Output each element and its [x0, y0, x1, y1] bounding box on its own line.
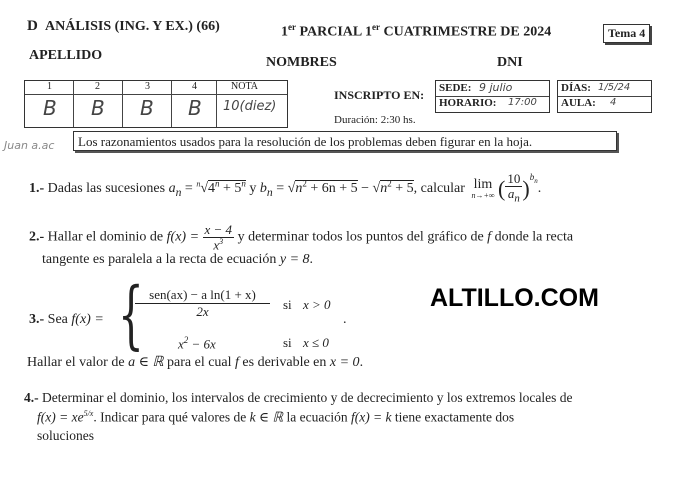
p3-case2-b: − 6x: [188, 336, 216, 352]
p1-radical-a: √: [200, 181, 209, 196]
p1-pow: b: [529, 172, 535, 182]
p2-end: .: [309, 252, 314, 267]
p3-cond2: x ≤ 0: [303, 335, 329, 350]
grade-value-2: B: [91, 96, 105, 120]
p3-line2a: Hallar el valor de: [27, 355, 125, 370]
p1-an: a: [168, 181, 176, 196]
problem-3-label: [29, 312, 104, 328]
grade-header-4: 4: [192, 81, 197, 92]
p2-fnum: x − 4: [204, 222, 233, 237]
p3-case1: [135, 287, 270, 320]
p1-end: .: [537, 181, 542, 196]
p3-si1: si: [283, 297, 292, 312]
p4-num: 4.-: [24, 390, 39, 405]
p1-pow-sub: n: [534, 176, 538, 185]
dni-label: DNI: [497, 55, 523, 70]
p4-line2a: . Indicar para qué valores de: [93, 409, 247, 425]
p3-end: .: [359, 355, 364, 370]
p3-line2b: para el cual: [167, 355, 232, 370]
p3-line2c: es derivable en: [242, 355, 327, 370]
problem-2: [29, 223, 573, 252]
p4-eq: f(x) = k: [350, 409, 392, 425]
grade-value-1: B: [43, 96, 57, 120]
p1-eq2: =: [272, 181, 288, 196]
p4-fx: f(x) = xe: [37, 409, 84, 425]
p2-intro: Hallar el dominio de: [47, 229, 164, 245]
apellido-label: APELLIDO: [29, 48, 103, 63]
p2-eq: y = 8: [279, 252, 310, 267]
p1-lim: lim: [473, 176, 493, 192]
grade-header-3: 3: [145, 81, 150, 92]
p3-cond1: x > 0: [303, 297, 331, 312]
p4-line2b: la ecuación: [286, 409, 348, 425]
horario-label: HORARIO:: [439, 97, 497, 109]
grade-value-4: B: [188, 96, 202, 120]
term-ord: 1: [364, 24, 372, 40]
p1-bn-sub: n: [266, 185, 273, 199]
nombres-label: NOMBRES: [266, 55, 337, 70]
aula-value: 4: [610, 97, 617, 108]
exam-title: [281, 22, 551, 41]
p3-brace: {: [118, 272, 144, 358]
p1-calc: , calcular: [413, 181, 465, 196]
p2-line1b: y determinar todos los puntos del gráfico de: [237, 229, 484, 245]
watermark: ALTILLO.COM: [430, 284, 599, 312]
grade-value-3: B: [140, 96, 154, 120]
p1-r2-rest: + 5: [391, 181, 414, 196]
p2-line2: tangente es paralela a la recta de ecuación: [42, 252, 277, 267]
p3-case1-num: sen(ax) − a ln(1 + x): [135, 287, 270, 304]
p2-fden: x: [213, 236, 220, 252]
p2-f: f: [487, 229, 492, 245]
aula-label: AULA:: [561, 97, 596, 109]
problem-4-line2: [37, 409, 514, 426]
p1-r2: n: [380, 181, 388, 196]
p1-y: y: [245, 181, 260, 196]
p1-root-body: 4: [208, 181, 216, 196]
p1-an-sub: n: [175, 185, 182, 199]
p3-dot: .: [343, 312, 347, 327]
sede-label: SEDE:: [439, 82, 472, 94]
dias-label: DÍAS:: [561, 82, 591, 94]
grade-table: [24, 80, 288, 128]
p4-line1: Determinar el dominio, los intervalos de crecimiento y de decrecimiento y los extremos locales de: [42, 390, 573, 405]
course-prefix: D: [27, 18, 38, 34]
p3-a-in-r: a ∈ ℝ: [128, 355, 164, 370]
sede-horario-box: [435, 80, 550, 113]
exam-sup: er: [288, 22, 296, 32]
p1-radical-c: √: [372, 181, 381, 196]
p3-case2: [178, 335, 216, 352]
problem-2-line2: [42, 252, 313, 268]
grade-header-1: 1: [47, 81, 52, 92]
p1-eq: =: [181, 181, 197, 196]
course-title: ANÁLISIS (ING. Y EX.) (66): [45, 19, 220, 34]
p1-frac-den: a: [507, 186, 515, 202]
term-sup: er: [371, 22, 380, 32]
p4-line2c: tiene exactamente dos: [394, 409, 515, 425]
p1-root-index: n: [196, 179, 201, 189]
p1-minus: −: [357, 181, 373, 196]
problem-1: 1.- Dadas las sucesiones $a_n = ^n√4^n + 5^n$ y $b_n = √n^2 + 6n + 5 - √n^2 + 5$, calcular lim n→+∞ ( $\frac{10}{a_n}$ )$^{b_n}$.: [29, 171, 542, 205]
dias-value: 1/5/24: [598, 82, 631, 93]
notice-box: Los razonamientos usados para la resolución de los problemas deben figurar en la hoja.: [73, 131, 617, 151]
p1-r2-exp: 2: [387, 178, 392, 189]
p3-x0: x = 0: [329, 355, 360, 370]
p3-sea: Sea: [47, 312, 68, 327]
dias-aula-box: [557, 80, 652, 113]
p1-r1: n: [295, 181, 303, 196]
p2-fx: f(x) =: [166, 229, 203, 245]
grade-header-2: 2: [95, 81, 100, 92]
p1-root-e1: n: [215, 178, 220, 189]
p3-case2-a: x: [178, 336, 184, 352]
p2-num: 2.-: [29, 229, 45, 245]
grade-value-nota: 10(diez): [223, 99, 277, 114]
horario-value: 17:00: [508, 97, 537, 108]
p1-frac-den-sub: n: [514, 192, 520, 205]
sede-value: 9 julio: [479, 81, 513, 94]
p1-lim-sub: n→+∞: [471, 190, 495, 200]
problem-3-line2: [27, 354, 363, 371]
grade-header-nota: NOTA: [231, 81, 258, 92]
exam-word: PARCIAL: [299, 24, 362, 40]
p3-fx: f(x) =: [71, 312, 104, 327]
term-word: CUATRIMESTRE DE 2024: [383, 24, 552, 40]
margin-handwriting: Juan a.ac: [4, 139, 55, 152]
p1-radical-b: √: [287, 181, 296, 196]
p1-intro: Dadas las sucesiones: [47, 181, 166, 196]
p1-plus: + 5: [219, 181, 242, 196]
duracion-label: Duración: 2:30 hs.: [334, 114, 416, 126]
p1-r1-rest: + 6n + 5: [306, 181, 358, 196]
theme-badge: Tema 4: [603, 24, 650, 43]
inscripto-label: INSCRIPTO EN:: [334, 88, 425, 102]
p1-bn: b: [259, 181, 267, 196]
problem-4-line3: soluciones: [37, 428, 94, 443]
p3-case1-den: 2x: [196, 304, 209, 319]
p1-frac-num: 10: [507, 171, 521, 187]
exam-ord: 1: [281, 24, 288, 40]
p4-k-in-r: k ∈ ℝ: [249, 409, 284, 425]
p1-root-e2: n: [241, 178, 246, 189]
p2-fden-exp: 3: [219, 236, 224, 246]
p4-fexp: 5/x: [83, 409, 94, 418]
p3-num: 3.-: [29, 312, 45, 327]
p1-r1-exp: 2: [302, 178, 307, 189]
p3-f: f: [235, 355, 239, 370]
p3-si2: si: [283, 335, 292, 350]
p3-case2-exp: 2: [183, 335, 189, 345]
problem-4: [24, 390, 572, 406]
p1-num: 1.-: [29, 181, 45, 196]
p2-line1c: donde la recta: [494, 229, 574, 245]
